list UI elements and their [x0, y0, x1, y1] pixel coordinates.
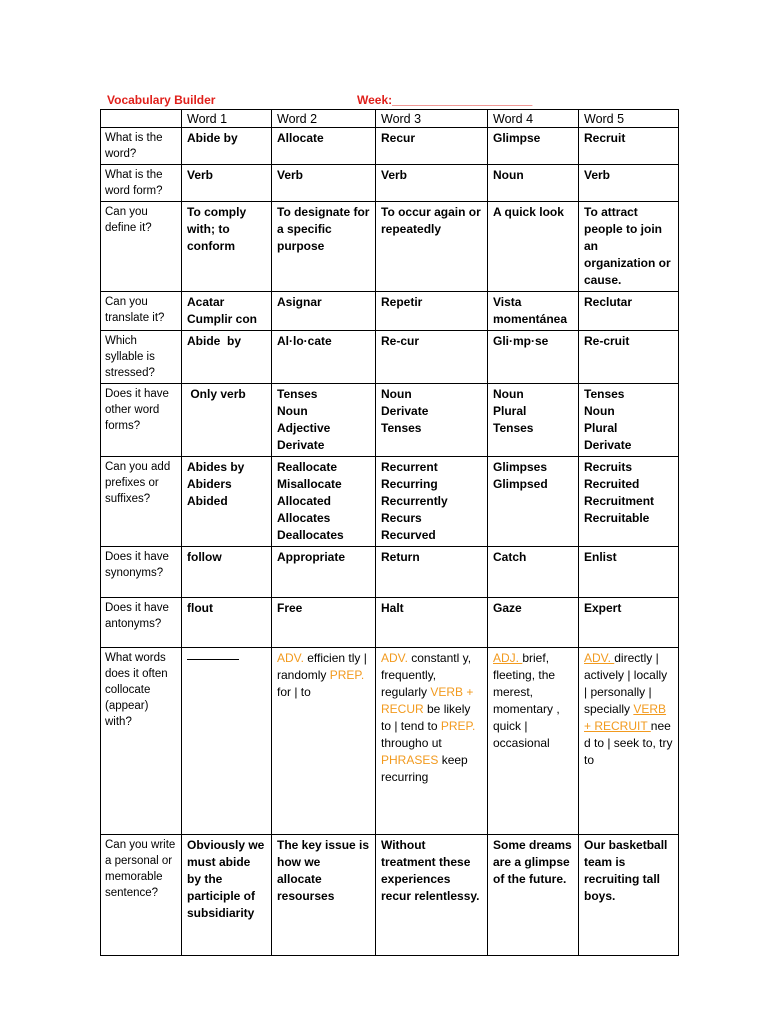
collocation-category: PREP. [440, 719, 476, 733]
answer-line: an [584, 239, 599, 253]
answer-line: Only verb [187, 387, 246, 401]
header-cell-word-3: Word 3 [376, 110, 488, 128]
answer-cell-word-1 [182, 598, 272, 648]
answer-line: Gaze [493, 601, 522, 615]
answer-line: Return [381, 550, 420, 564]
answer-cell-word-5 [579, 165, 679, 202]
table-header-row [101, 110, 679, 128]
answer-cell-word-2 [272, 547, 376, 598]
answer-line: Reallocate [277, 460, 338, 474]
answer-cell-word-4 [488, 457, 579, 547]
answer-line: Recruitable [584, 511, 650, 525]
answer-cell-word-2 [272, 835, 376, 956]
answer-line: Derivate [584, 438, 632, 452]
answer-line: Noun [493, 387, 524, 401]
row-antonyms [101, 598, 679, 648]
answer-line: with; to [187, 222, 230, 236]
answer-line: are a glimpse [493, 855, 570, 869]
answer-line: by the [187, 872, 223, 886]
answer-cell-word-5 [579, 598, 679, 648]
answer-line: boys. [584, 889, 616, 903]
answer-line: purpose [277, 239, 325, 253]
answer-cell-word-1 [182, 165, 272, 202]
answer-line: Adjective [277, 421, 331, 435]
answer-line: Deallocates [277, 528, 344, 542]
row-personal-sentence [101, 835, 679, 956]
answer-line: Recruits [584, 460, 633, 474]
answer-cell-word-3 [376, 331, 488, 384]
question-cell: What is the word? [101, 128, 182, 165]
question-cell: Can you add prefixes or suffixes? [101, 457, 182, 547]
answer-line: resourses [277, 889, 335, 903]
answer-line: Abiders [187, 477, 232, 491]
answer-cell-word-1 [182, 128, 272, 165]
answer-line: Re-cruit [584, 334, 630, 348]
collocation-text: be likely to | tend to [381, 702, 471, 733]
answer-line: Cumplir con [187, 312, 258, 326]
answer-line: Tenses [493, 421, 534, 435]
answer-cell-word-5 [579, 457, 679, 547]
answer-cell-word-5 [579, 128, 679, 165]
answer-line: Glimpse [493, 131, 541, 145]
row-translation [101, 292, 679, 331]
answer-line: recruiting tall [584, 872, 661, 886]
answer-cell-word-2 [272, 202, 376, 292]
collocation-cell-word-1 [182, 648, 272, 835]
answer-cell-word-2 [272, 457, 376, 547]
row-prefixes-suffixes [101, 457, 679, 547]
collocation-category: PREP. [329, 668, 365, 682]
answer-line: Recurved [381, 528, 436, 542]
answer-line: Free [277, 601, 303, 615]
answer-line: The key issue is [277, 838, 370, 852]
answer-line: Appropriate [277, 550, 346, 564]
collocation-text: for | to [277, 685, 311, 699]
answer-cell-word-4 [488, 835, 579, 956]
answer-cell-word-1 [182, 292, 272, 331]
collocation-text: directly | actively | locally | personally | specially [584, 651, 668, 716]
answer-cell-word-2 [272, 165, 376, 202]
answer-line: To attract [584, 205, 638, 219]
answer-line: Plural [493, 404, 527, 418]
document-title: Vocabulary Builder [107, 93, 216, 107]
answer-line: Catch [493, 550, 527, 564]
question-cell: What is the word form? [101, 165, 182, 202]
answer-line: Noun [381, 387, 412, 401]
row-word-form [101, 165, 679, 202]
answer-line: follow [187, 550, 222, 564]
answer-line: Plural [584, 421, 618, 435]
answer-cell-word-2 [272, 598, 376, 648]
answer-line: Derivate [381, 404, 429, 418]
answer-line: Enlist [584, 550, 617, 564]
answer-line: experiences [381, 872, 451, 886]
answer-line: Noun [584, 404, 615, 418]
answer-line: Recur [381, 131, 416, 145]
answer-cell-word-3 [376, 384, 488, 457]
question-cell: Which syllable is stressed? [101, 331, 182, 384]
answer-cell-word-3 [376, 598, 488, 648]
collocation-category: ADJ. [493, 651, 523, 665]
vocabulary-table [100, 109, 679, 956]
answer-line: Glimpsed [493, 477, 548, 491]
answer-line: Recruited [584, 477, 640, 491]
answer-line: Allocates [277, 511, 331, 525]
answer-line: Misallocate [277, 477, 342, 491]
answer-cell-word-2 [272, 292, 376, 331]
answer-line: Reclutar [584, 295, 633, 309]
answer-line: Glimpses [493, 460, 548, 474]
collocation-category: ADV. [277, 651, 304, 665]
answer-line: Recurrent [381, 460, 438, 474]
answer-cell-word-4 [488, 165, 579, 202]
answer-cell-word-1 [182, 547, 272, 598]
answer-line: Some dreams [493, 838, 572, 852]
answer-line: To occur again or [381, 205, 481, 219]
answer-line: allocate [277, 872, 322, 886]
answer-line: Obviously we [187, 838, 265, 852]
answer-line: Abide by [187, 334, 242, 348]
collocation-category: VERB + RECUR [381, 685, 474, 716]
answer-line: Expert [584, 601, 622, 615]
collocation-category: PHRASES [381, 753, 439, 767]
answer-line: Gli·mp·se [493, 334, 549, 348]
answer-cell-word-5 [579, 292, 679, 331]
row-word [101, 128, 679, 165]
question-cell: Does it have antonyms? [101, 598, 182, 648]
answer-cell-word-3 [376, 835, 488, 956]
header-cell-word-1: Word 1 [182, 110, 272, 128]
answer-cell-word-3 [376, 547, 488, 598]
answer-line: Tenses [381, 421, 422, 435]
answer-line: Repetir [381, 295, 423, 309]
answer-line: a specific [277, 222, 332, 236]
answer-cell-word-4 [488, 128, 579, 165]
answer-cell-word-5 [579, 331, 679, 384]
answer-line: Abide by [187, 131, 238, 145]
row-collocations [101, 648, 679, 835]
answer-line: Our basketball [584, 838, 668, 852]
answer-line: Verb [381, 168, 408, 182]
answer-cell-word-4 [488, 331, 579, 384]
answer-line: Allocated [277, 494, 332, 508]
answer-line: momentánea [493, 312, 568, 326]
answer-cell-word-1 [182, 331, 272, 384]
row-definition [101, 202, 679, 292]
answer-cell-word-5 [579, 835, 679, 956]
answer-line: Recurs [381, 511, 422, 525]
answer-cell-word-1 [182, 835, 272, 956]
answer-cell-word-4 [488, 547, 579, 598]
collocation-cell-word-4 [488, 648, 579, 835]
answer-cell-word-3 [376, 128, 488, 165]
collocation-text: nee d to | seek to, try to [584, 719, 673, 767]
week-field: Week:_____________________ [357, 93, 533, 107]
answer-cell-word-3 [376, 292, 488, 331]
question-cell: What words does it often collocate (appear) with? [101, 648, 182, 835]
answer-line: Without [381, 838, 426, 852]
collocation-cell-word-3 [376, 648, 488, 835]
collocation-text: brief, fleeting, the merest, momentary , quick | occasional [493, 651, 560, 750]
answer-line: Derivate [277, 438, 325, 452]
answer-line: Recruit [584, 131, 626, 145]
question-cell: Can you write a personal or memorable sentence? [101, 835, 182, 956]
answer-line: Halt [381, 601, 404, 615]
answer-line: Recruitment [584, 494, 655, 508]
answer-line: Asignar [277, 295, 322, 309]
answer-cell-word-5 [579, 547, 679, 598]
header-cell-word-4: Word 4 [488, 110, 579, 128]
answer-line: A quick look [493, 205, 564, 219]
collocation-cell-word-2 [272, 648, 376, 835]
row-other-word-forms [101, 384, 679, 457]
answer-cell-word-4 [488, 598, 579, 648]
blank-line [187, 659, 239, 660]
collocation-category: VERB + RECRUIT [584, 702, 667, 733]
collocation-category: ADV. [381, 651, 408, 665]
answer-line: Verb [187, 168, 214, 182]
answer-line: To designate for [277, 205, 370, 219]
question-cell: Does it have other word forms? [101, 384, 182, 457]
answer-line: Vista [493, 295, 522, 309]
answer-line: Noun [277, 404, 308, 418]
header-cell-word-5: Word 5 [579, 110, 679, 128]
row-stressed-syllable [101, 331, 679, 384]
answer-line: organization or [584, 256, 671, 270]
question-cell: Can you translate it? [101, 292, 182, 331]
row-synonyms [101, 547, 679, 598]
answer-line: Tenses [277, 387, 318, 401]
answer-line: Abides by [187, 460, 245, 474]
answer-line: Re-cur [381, 334, 420, 348]
question-cell: Does it have synonyms? [101, 547, 182, 598]
answer-line: To comply [187, 205, 247, 219]
answer-line: repeatedly [381, 222, 442, 236]
answer-cell-word-3 [376, 457, 488, 547]
answer-cell-word-3 [376, 165, 488, 202]
answer-line: Noun [493, 168, 524, 182]
answer-line: Verb [584, 168, 611, 182]
answer-cell-word-5 [579, 384, 679, 457]
answer-line: participle of [187, 889, 256, 903]
collocation-text: constantl y, frequently, regularly [381, 651, 472, 699]
collocation-category: ADV. [584, 651, 615, 665]
answer-line: of the future. [493, 872, 567, 886]
answer-line: cause. [584, 273, 622, 287]
answer-line: team is [584, 855, 626, 869]
answer-line: treatment these [381, 855, 471, 869]
answer-cell-word-4 [488, 202, 579, 292]
answer-line: Abided [187, 494, 228, 508]
answer-cell-word-2 [272, 384, 376, 457]
header-cell-word-2: Word 2 [272, 110, 376, 128]
collocation-cell-word-5 [579, 648, 679, 835]
answer-cell-word-5 [579, 202, 679, 292]
answer-line: Acatar [187, 295, 225, 309]
header-cell-empty [101, 110, 182, 128]
document-header [107, 93, 667, 109]
answer-line: conform [187, 239, 235, 253]
question-cell: Can you define it? [101, 202, 182, 292]
answer-line: subsidiarity [187, 906, 255, 920]
answer-cell-word-2 [272, 128, 376, 165]
answer-line: must abide [187, 855, 251, 869]
answer-cell-word-1 [182, 457, 272, 547]
collocation-text: keep recurring [381, 753, 468, 784]
answer-line: people to join [584, 222, 662, 236]
answer-cell-word-1 [182, 384, 272, 457]
answer-line: flout [187, 601, 213, 615]
answer-line: recur relentlessy. [381, 889, 480, 903]
answer-line: Verb [277, 168, 304, 182]
answer-cell-word-4 [488, 384, 579, 457]
answer-cell-word-2 [272, 331, 376, 384]
answer-line: how we [277, 855, 321, 869]
collocation-text: througho ut [381, 736, 442, 750]
answer-line: Recurring [381, 477, 438, 491]
answer-line: Recurrently [381, 494, 448, 508]
answer-line: Allocate [277, 131, 324, 145]
answer-cell-word-4 [488, 292, 579, 331]
answer-line: Tenses [584, 387, 625, 401]
answer-cell-word-1 [182, 202, 272, 292]
answer-cell-word-3 [376, 202, 488, 292]
collocation-text: efficien tly | randomly [277, 651, 367, 682]
answer-line: Al·lo·cate [277, 334, 332, 348]
